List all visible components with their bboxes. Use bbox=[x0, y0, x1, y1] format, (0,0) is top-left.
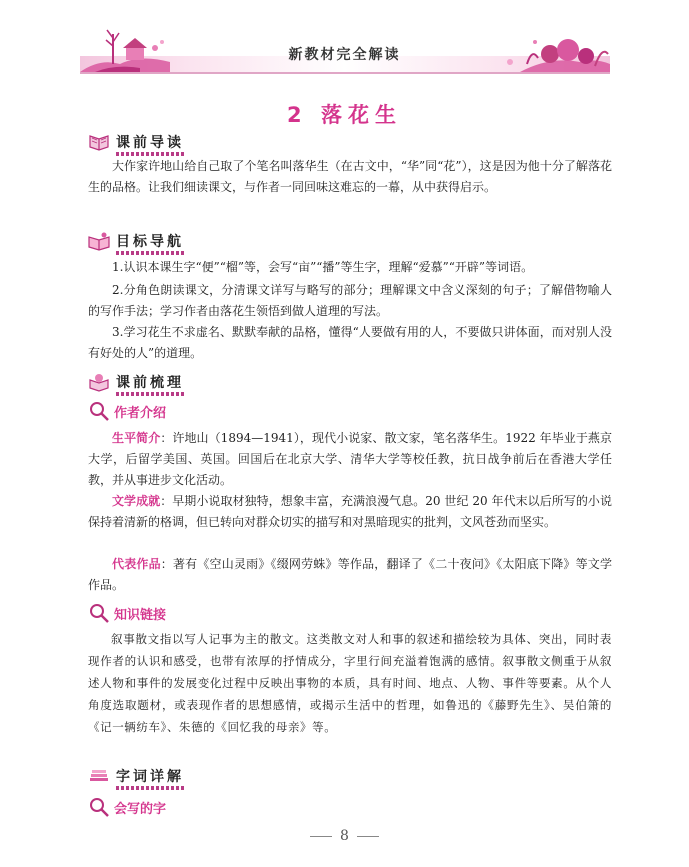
section-preview-label: 课前导读 bbox=[116, 132, 184, 152]
author-achievement: 文学成就：早期小说取材独特，想象丰富，充满浪漫气息。20 世纪 20 年代末以后所写的小说保持着清新的格调，但已转向对群众切实的描写和对黑暗现实的批判，文风苍劲而坚实。 bbox=[88, 494, 612, 529]
magnifier-icon bbox=[88, 797, 110, 817]
section-goals-heading bbox=[88, 229, 184, 251]
author-bio: 生平简介：许地山（1894—1941），现代小说家、散文家，笔名落华生。1922 年毕业于燕京大学，后留学美国、英国。回国后在北京大学、清华大学等校任教，抗日战争前后在香港大学任教，并从事进步文化活动。 bbox=[88, 431, 612, 487]
section-words-heading bbox=[88, 764, 184, 786]
book-icon bbox=[88, 372, 110, 392]
section-goals-label: 目标导航 bbox=[116, 231, 184, 251]
author-subheading: 作者介绍 bbox=[88, 400, 166, 422]
book-icon bbox=[88, 766, 110, 786]
header-divider bbox=[80, 72, 610, 74]
preview-paragraph: 大作家许地山给自己取了个笔名叫落华生（在古文中，“华”同“花”），这是因为他十分了解落花生的品格。让我们细读课文，与作者一同回味这难忘的一幕，从中获得启示。 bbox=[88, 159, 612, 194]
section-organize-heading bbox=[88, 370, 184, 392]
magnifier-icon bbox=[88, 401, 110, 421]
header-title: 新教材完全解读 bbox=[288, 47, 401, 63]
section-organize-label: 课前梳理 bbox=[116, 372, 184, 392]
goal-item-3: 3.学习花生不求虚名、默默奉献的品格，懂得“人要做有用的人，不要做只讲体面，而对别人没有好处的人”的道理。 bbox=[88, 325, 612, 360]
magnifier-icon bbox=[88, 603, 110, 623]
writing-subheading: 会写的字 bbox=[88, 796, 166, 818]
knowledge-paragraph: 叙事散文指以写人记事为主的散文。这类散文对人和事的叙述和描绘较为具体、突出，同时表现作者的认识和感受，也带有浓厚的抒情成分，字里行间充溢着饱满的感情。叙事散文侧重于从叙述人物和事件的发展变化过程中反映出事物的本质，具有时间、地点、人物、事件等要素。从个人角度选取题材，或表现作者的思想感情，或揭示生活中的哲理，如鲁迅的《藤野先生》、吴伯箫的《记一辆纺车》、朱德的《回忆我的母亲》等。 bbox=[88, 632, 612, 734]
section-preview-heading bbox=[88, 130, 184, 152]
book-icon bbox=[88, 132, 110, 152]
goal-item-1: 1.认识本课生字“便”“榴”等，会写“亩”“播”等生字，理解“爱慕”“开辟”等词语。 bbox=[112, 260, 534, 274]
section-words-label: 字词详解 bbox=[116, 766, 184, 786]
page-number: 8 bbox=[0, 828, 689, 844]
chapter-title: 2 落花生 bbox=[287, 103, 402, 127]
goal-item-2: 2.分角色朗读课文，分清课文详写与略写的部分；理解课文中含义深刻的句子；了解借物喻人的写作手法；学习作者由落花生领悟到做人道理的写法。 bbox=[88, 283, 612, 318]
knowledge-subheading: 知识链接 bbox=[88, 602, 166, 624]
book-icon bbox=[88, 231, 110, 251]
author-works: 代表作品：著有《空山灵雨》《缀网劳蛛》等作品，翻译了《二十夜问》《太阳底下降》等文学作品。 bbox=[88, 557, 612, 592]
